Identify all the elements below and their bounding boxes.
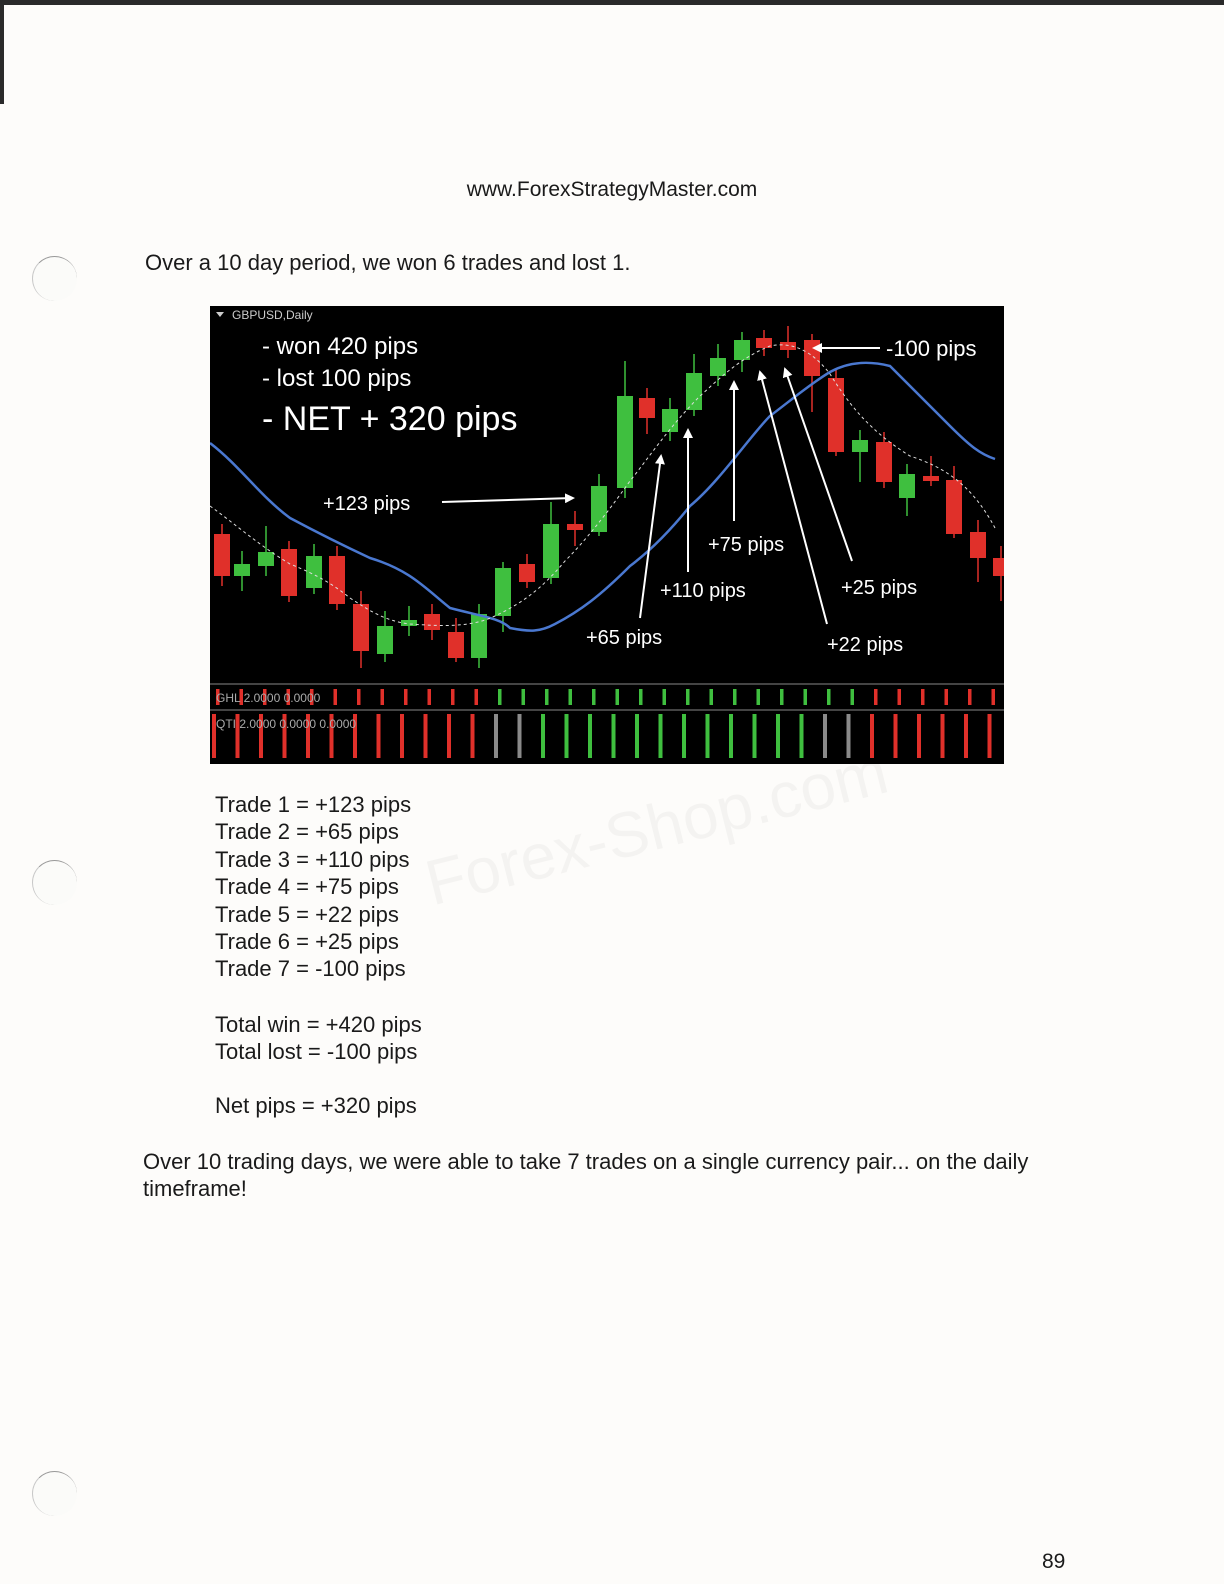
- chart-summary-won: - won 420 pips: [262, 333, 419, 360]
- qti-bar: [847, 714, 851, 758]
- ghl-bar: [968, 689, 972, 705]
- qti-bar: [729, 714, 733, 758]
- totals-block: [215, 1011, 422, 1066]
- ghl-bar: [710, 689, 714, 705]
- ghl-bar: [663, 689, 667, 705]
- qti-bar: [659, 714, 663, 758]
- qti-bar: [917, 714, 921, 758]
- ghl-bar: [757, 689, 761, 705]
- candle-body: [804, 340, 820, 376]
- chart-summary-lost: - lost 100 pips: [262, 365, 412, 392]
- candle-body: [519, 564, 535, 582]
- chart-summary-net: - NET + 320 pips: [262, 400, 518, 438]
- ghl-bar: [616, 689, 620, 705]
- qti-bar: [753, 714, 757, 758]
- page-number: 89: [1042, 1550, 1066, 1573]
- qti-bar: [870, 714, 874, 758]
- annotation-trade-3: +110 pips: [660, 580, 746, 602]
- qti-bar: [776, 714, 780, 758]
- candle-body: [970, 532, 986, 558]
- candle-body: [662, 409, 678, 432]
- ghl-bar: [780, 689, 784, 705]
- qti-bar: [424, 714, 428, 758]
- trade-line: Trade 6 = +25 pips: [215, 929, 399, 955]
- candle-body: [377, 626, 393, 654]
- qti-bar: [894, 714, 898, 758]
- candle-body: [852, 440, 868, 452]
- indicator-qti-label: QTI 2.0000 0.0000 0.0000: [216, 717, 357, 731]
- ghl-bar: [404, 689, 408, 705]
- candle-body: [306, 556, 322, 588]
- qti-bar: [518, 714, 522, 758]
- qti-bar: [988, 714, 992, 758]
- candle-body: [353, 604, 369, 651]
- qti-bar: [964, 714, 968, 758]
- annotation-trade-7: -100 pips: [886, 336, 977, 361]
- trade-line: Trade 5 = +22 pips: [215, 901, 399, 927]
- ghl-bar: [428, 689, 432, 705]
- ghl-bar: [381, 689, 385, 705]
- annotation-trade-6: +25 pips: [841, 577, 918, 599]
- ghl-bar: [686, 689, 690, 705]
- total-lost: Total lost = -100 pips: [215, 1039, 418, 1065]
- qti-bar: [612, 714, 616, 758]
- qti-bar: [400, 714, 404, 758]
- qti-bar: [565, 714, 569, 758]
- ghl-bar: [451, 689, 455, 705]
- ghl-bar: [639, 689, 643, 705]
- ghl-bar: [334, 689, 338, 705]
- ghl-bar: [898, 689, 902, 705]
- candle-body: [993, 558, 1004, 576]
- ghl-bar: [733, 689, 737, 705]
- candle-body: [234, 564, 250, 576]
- trade-list: [215, 791, 411, 983]
- indicator-ghl-label: GHL 2.0000 0.0000: [216, 691, 321, 705]
- binder-hole-middle: [32, 860, 77, 905]
- candle-body: [543, 524, 559, 578]
- candle-body: [329, 556, 345, 604]
- candle-body: [899, 474, 915, 498]
- qti-bar: [541, 714, 545, 758]
- qti-bar: [823, 714, 827, 758]
- candle-body: [946, 480, 962, 534]
- intro-text: Over a 10 day period, we won 6 trades and lost 1.: [145, 250, 631, 275]
- annotation-trade-5: +22 pips: [827, 634, 904, 656]
- candle-body: [828, 378, 844, 452]
- candle-body: [281, 549, 297, 596]
- trade-line: Trade 1 = +123 pips: [215, 792, 412, 817]
- qti-bar: [682, 714, 686, 758]
- qti-bar: [635, 714, 639, 758]
- ghl-bar: [921, 689, 925, 705]
- total-win: Total win = +420 pips: [215, 1012, 422, 1037]
- ghl-bar: [545, 689, 549, 705]
- ghl-bar: [945, 689, 949, 705]
- trade-line: Trade 7 = -100 pips: [215, 956, 406, 982]
- qti-bar: [800, 714, 804, 758]
- candle-body: [639, 398, 655, 418]
- conclusion-text: Over 10 trading days, we were able to take 7 trades on a single currency pair... on the daily timeframe!: [143, 1149, 1029, 1201]
- scan-edge-left: [0, 0, 4, 104]
- ghl-bar: [992, 689, 996, 705]
- qti-bar: [494, 714, 498, 758]
- qti-bar: [706, 714, 710, 758]
- annotation-trade-2: +65 pips: [586, 627, 663, 649]
- arrow-trade-1: [442, 498, 573, 502]
- ghl-bar: [827, 689, 831, 705]
- candle-body: [591, 486, 607, 532]
- qti-bar: [447, 714, 451, 758]
- candle-body: [471, 614, 487, 658]
- ghl-bar: [804, 689, 808, 705]
- ghl-bar: [522, 689, 526, 705]
- annotation-trade-1: +123 pips: [323, 493, 411, 515]
- candle-body: [686, 373, 702, 410]
- candle-body: [567, 524, 583, 530]
- annotation-trade-4: +75 pips: [708, 534, 785, 556]
- candle-body: [448, 632, 464, 658]
- qti-bar: [941, 714, 945, 758]
- arrow-trade-2: [640, 456, 661, 618]
- candle-body: [780, 342, 796, 350]
- scan-edge-top: [0, 0, 1224, 5]
- ghl-bar: [475, 689, 479, 705]
- ghl-bar: [498, 689, 502, 705]
- candle-body: [876, 442, 892, 482]
- site-header: www.ForexStrategyMaster.com: [466, 178, 758, 201]
- forex-chart: [210, 306, 1004, 764]
- ghl-bar: [569, 689, 573, 705]
- candle-body: [495, 568, 511, 616]
- candle-body: [401, 620, 417, 626]
- net-pips: Net pips = +320 pips: [215, 1093, 417, 1118]
- candle-body: [923, 476, 939, 481]
- candle-body: [710, 358, 726, 376]
- candle-body: [617, 396, 633, 488]
- binder-hole-top: [32, 256, 77, 301]
- trade-line: Trade 4 = +75 pips: [215, 874, 399, 900]
- qti-bar: [377, 714, 381, 758]
- trade-line: Trade 3 = +110 pips: [215, 846, 410, 872]
- ghl-bar: [874, 689, 878, 705]
- ghl-bar: [592, 689, 596, 705]
- candle-body: [258, 552, 274, 566]
- qti-bar: [471, 714, 475, 758]
- trade-line: Trade 2 = +65 pips: [215, 819, 399, 845]
- arrow-trade-5: [760, 372, 827, 624]
- candle-body: [424, 614, 440, 630]
- binder-hole-bottom: [32, 1471, 77, 1516]
- candle-body: [214, 534, 230, 576]
- chart-symbol: GBPUSD,Daily: [232, 308, 313, 322]
- ghl-bar: [851, 689, 855, 705]
- qti-bar: [588, 714, 592, 758]
- ghl-bar: [357, 689, 361, 705]
